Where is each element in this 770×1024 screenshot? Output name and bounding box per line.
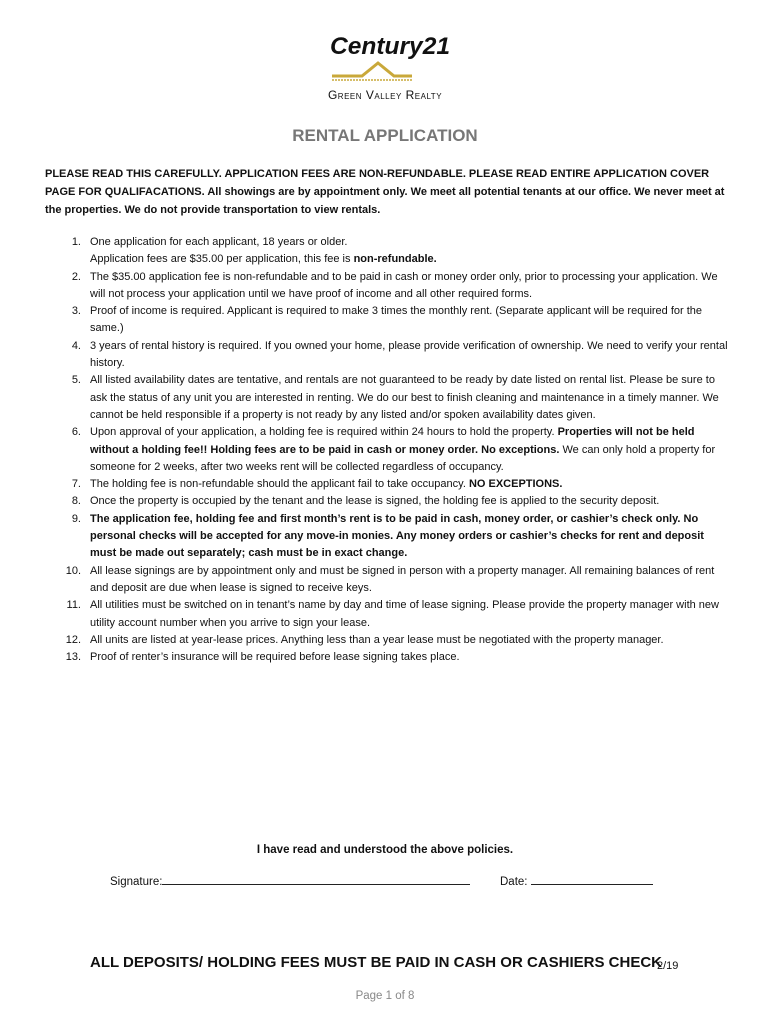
policy-item — [45, 493, 730, 510]
policy-text-segment: Proof of income is required. Applicant is required to make 3 times the monthly rent. (Separate applicant will be required for the same.) — [90, 305, 703, 335]
signature-field[interactable] — [110, 872, 470, 888]
footer-warning: ALL DEPOSITS/ HOLDING FEES MUST BE PAID IN CASH OR CASHIERS CHECK — [90, 954, 662, 971]
page-title: RENTAL APPLICATION — [292, 126, 478, 145]
policy-text — [90, 511, 730, 563]
policy-text — [90, 476, 730, 493]
policy-number: 4. — [71, 339, 81, 352]
policy-text — [90, 563, 730, 598]
policy-item — [45, 476, 730, 493]
policy-text — [90, 597, 730, 632]
logo-roofline — [332, 63, 412, 76]
policy-number: 1. — [71, 236, 81, 248]
policy-text-segment: Application fees are $35.00 per application, this fee is — [90, 253, 354, 266]
policy-number: 2. — [71, 270, 81, 283]
policy-text — [90, 234, 730, 251]
policy-number: 11. — [66, 599, 81, 612]
policy-number: 7. — [71, 478, 81, 491]
acknowledgement-statement: I have read and understood the above policies. — [256, 844, 514, 856]
policy-text — [90, 269, 730, 304]
policy-item — [45, 649, 730, 666]
policy-item — [45, 338, 730, 373]
policy-text-bold: non-refundable. — [353, 253, 437, 266]
policy-text — [90, 338, 730, 373]
policy-number — [45, 251, 90, 268]
policy-text-segment: Proof of renter’s insurance will be required before lease signing takes place. — [90, 651, 460, 664]
policy-text — [90, 632, 730, 649]
policy-text-segment: The $35.00 application fee is non-refundable and to be paid in cash or money order only, prior to processing your application. We will not process your application until we have proof of income and all other required forms. — [90, 270, 718, 300]
policy-text — [90, 493, 730, 510]
policy-item — [45, 597, 730, 632]
intro-paragraph: PLEASE READ THIS CAREFULLY. APPLICATION FEES ARE NON-REFUNDABLE. PLEASE READ ENTIRE APPLICATION COVER PAGE FOR QUALIFACATIONS. All showings are by appointment only. We meet all potential tenants at our office. We never meet at the properties. We do not provide transportation to view rentals. — [45, 168, 725, 216]
policy-text-bold: Properties will not be held without a holding fee!! Holding fees are to be paid in cash or money order. No exceptions. — [90, 426, 695, 456]
policy-list — [45, 234, 730, 666]
policy-text-segment: We can only hold a property for someone for 2 weeks, after two weeks rent will be collected regardless of occupancy. — [90, 443, 716, 473]
policy-text-segment: One application for each applicant, 18 years or older. — [90, 236, 348, 248]
policy-number: 8. — [71, 495, 81, 508]
policy-text-segment: Once the property is occupied by the tenant and the lease is signed, the holding fee is applied to the security deposit. — [90, 495, 660, 508]
policy-text-segment: All units are listed at year-lease prices. Anything less than a year lease must be negotiated with the property manager. — [90, 633, 664, 646]
date-label: Date: — [500, 876, 528, 888]
policy-number: 3. — [71, 305, 81, 318]
policy-text — [90, 649, 730, 666]
policy-number: 12. — [65, 633, 81, 646]
policy-text-segment: Upon approval of your application, a holding fee is required within 24 hours to hold the property. — [90, 426, 558, 439]
policy-number: 10. — [65, 564, 81, 577]
policy-item — [45, 372, 730, 424]
policy-text — [90, 251, 730, 268]
policy-text-segment: All utilities must be switched on in tenant’s name by day and time of lease signing. Please provide the property manager with new utility account number when you arrive to sign your lease. — [90, 599, 719, 629]
signature-label: Signature: — [110, 876, 163, 888]
policy-text — [90, 424, 730, 476]
signature-line[interactable] — [162, 872, 470, 885]
policy-number: 5. — [71, 374, 81, 387]
policy-text-segment: All listed availability dates are tentative, and rentals are not guaranteed to be ready by date listed on rental list. Please be sure to ask the status of any unit you are interested in renting. We do our best to finish cleaning and maintenance in a timely manner. We cannot be held responsible if a property is not ready by any listed and/or spoken availability dates given. — [90, 374, 719, 421]
page-number: Page 1 of 8 — [355, 990, 415, 1002]
brand-name: Green Valley Realty — [327, 88, 443, 102]
revision-code: 2/19 — [657, 960, 679, 972]
logo-wordmark: Century21 — [330, 33, 450, 60]
policy-text-segment: All lease signings are by appointment only and must be signed in person with a property manager. All remaining balances of rent and deposit are due when lease is signed to receive keys. — [90, 564, 715, 594]
policy-item — [45, 303, 730, 338]
policy-item — [45, 632, 730, 649]
policy-text-segment: 3 years of rental history is required. If you owned your home, please provide verification of ownership. We need to verify your rental history. — [90, 339, 728, 370]
policy-number: 6. — [71, 426, 81, 439]
policy-text-bold: NO EXCEPTIONS. — [468, 478, 563, 491]
date-line[interactable] — [531, 872, 653, 885]
policy-text — [90, 303, 730, 338]
policy-text-bold: The application fee, holding fee and first month’s rent is to be paid in cash, money order, or cashier’s check only. No personal checks will be accepted for any move-in monies. Any money orders or cashier’s checks for rent and deposit must be made out separately; cash must be in exact change. — [90, 512, 704, 560]
policy-item — [45, 511, 730, 563]
policy-item — [45, 251, 730, 268]
policy-number: 13. — [65, 651, 81, 664]
policy-text-segment: The holding fee is non-refundable should the applicant fail to take occupancy. — [90, 478, 469, 491]
policy-item — [45, 563, 730, 598]
policy-item — [45, 234, 730, 251]
policy-item — [45, 424, 730, 476]
policy-text — [90, 372, 730, 424]
policy-number: 9. — [71, 512, 81, 525]
policy-item — [45, 269, 730, 304]
date-field[interactable] — [500, 872, 653, 888]
